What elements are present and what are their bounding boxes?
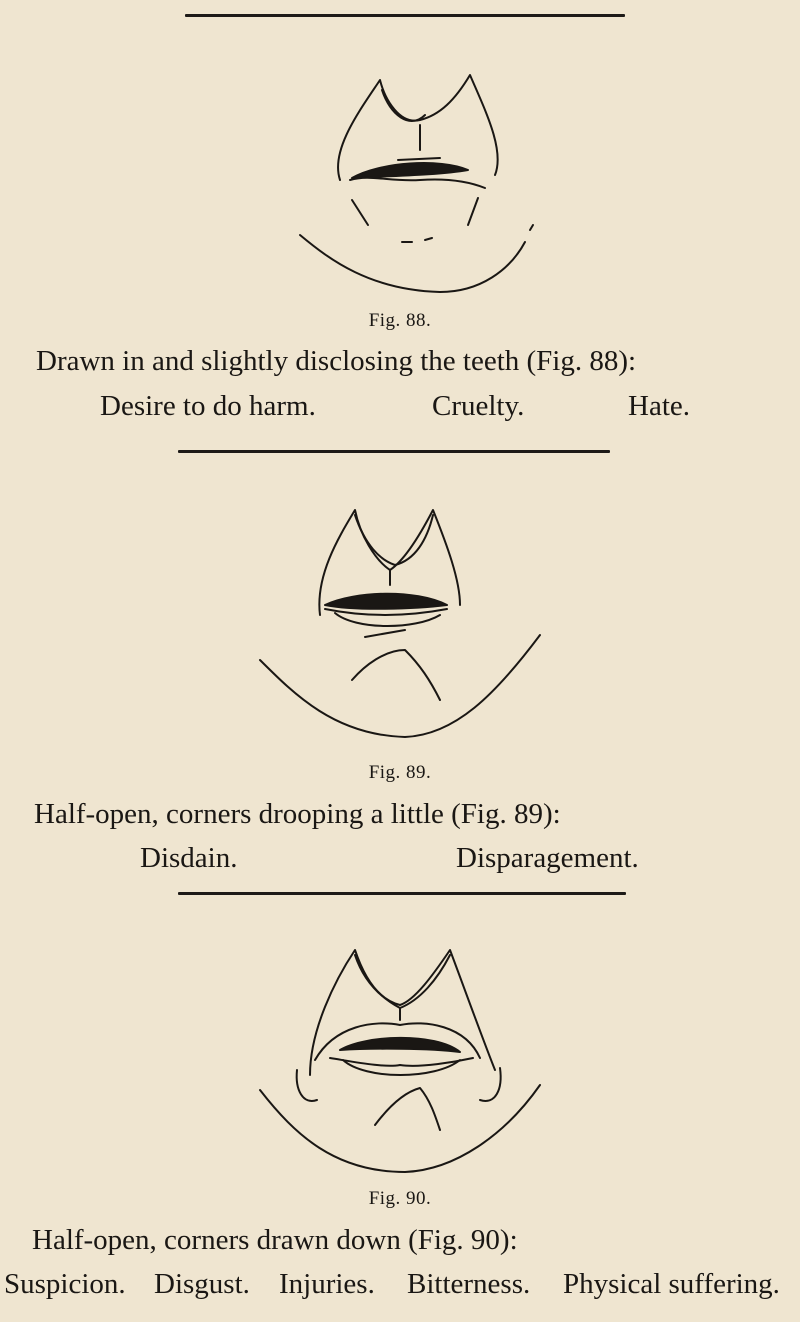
term-bitterness: Bitterness. <box>407 1268 531 1300</box>
term-suspicion: Suspicion. <box>4 1268 126 1300</box>
figure-88-terms <box>0 390 800 426</box>
figure-89-description: Half-open, corners drooping a little (Fig. 89): <box>34 798 561 830</box>
figure-90-description: Half-open, corners drawn down (Fig. 90): <box>32 1224 518 1256</box>
term-disgust: Disgust. <box>154 1268 250 1300</box>
figure-90-terms <box>0 1268 800 1304</box>
figure-88-description: Drawn in and slightly disclosing the teeth (Fig. 88): <box>36 345 637 377</box>
term-disdain: Disdain. <box>140 842 238 874</box>
figure-89-illustration <box>255 505 545 745</box>
figure-90-caption: Fig. 90. <box>368 1188 432 1209</box>
term-physical-suffering: Physical suffering. <box>563 1268 780 1300</box>
figure-88-illustration <box>290 70 550 300</box>
term-hate: Hate. <box>628 390 690 422</box>
term-cruelty: Cruelty. <box>432 390 525 422</box>
top-divider <box>185 14 625 17</box>
figure-89-terms <box>0 842 800 878</box>
figure-90-illustration <box>255 940 555 1180</box>
section-divider <box>178 892 626 895</box>
term-injuries: Injuries. <box>279 1268 375 1300</box>
figure-88-caption: Fig. 88. <box>368 310 432 331</box>
section-divider <box>178 450 610 453</box>
figure-89-caption: Fig. 89. <box>368 762 432 783</box>
term-disparagement: Disparagement. <box>456 842 639 874</box>
term-desire-to-do-harm: Desire to do harm. <box>100 390 316 422</box>
